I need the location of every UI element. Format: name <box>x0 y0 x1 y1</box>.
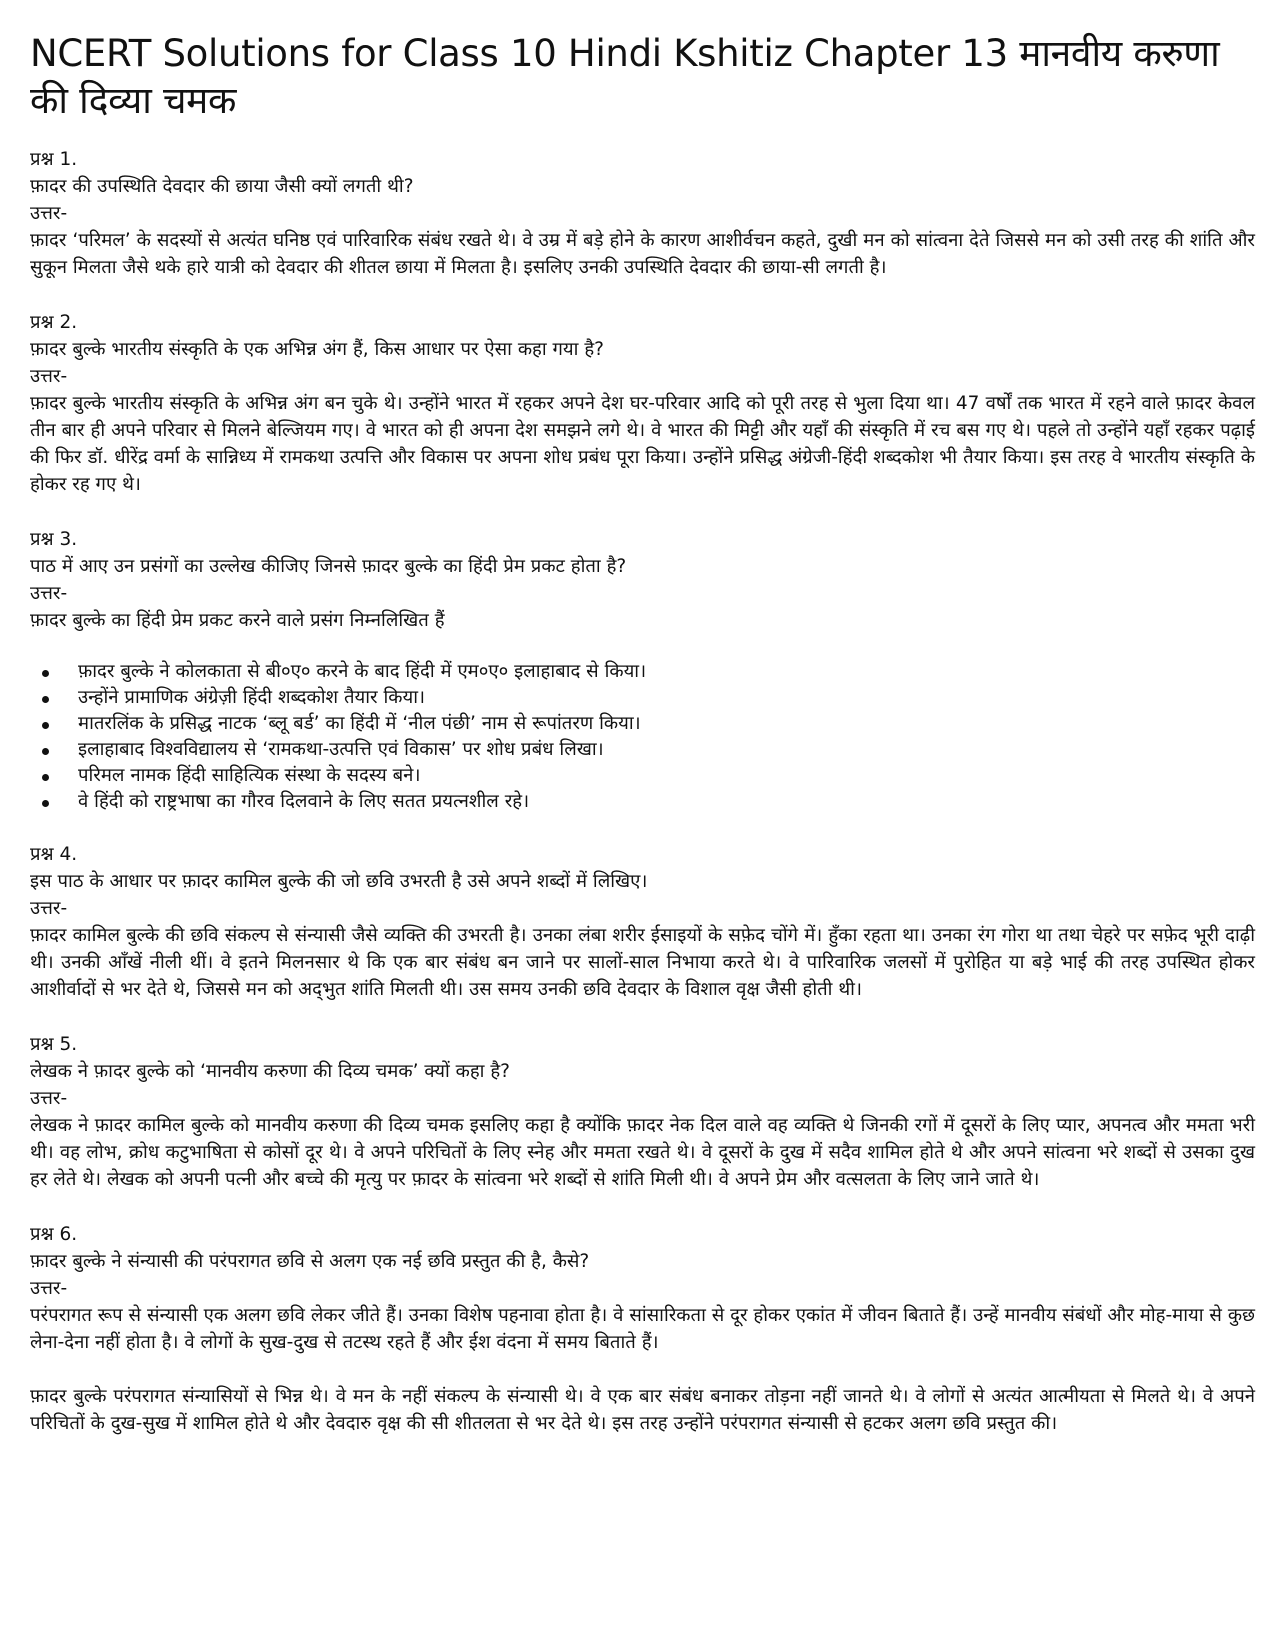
bullet-icon <box>42 670 49 677</box>
list-item: इलाहाबाद विश्वविद्यालय से ‘रामकथा-उत्पत्ति एवं विकास’ पर शोध प्रबंध लिखा। <box>30 737 1255 763</box>
question-text: इस पाठ के आधार पर फ़ादर कामिल बुल्के की जो छवि उभरती है उसे अपने शब्दों में लिखिए। <box>30 871 648 892</box>
question-text: फ़ादर की उपस्थिति देवदार की छाया जैसी क्यों लगती थी? <box>30 176 414 197</box>
list-item: उन्होंने प्रामाणिक अंग्रेज़ी हिंदी शब्दकोश तैयार किया। <box>30 685 1255 711</box>
answer-label: उत्तर- <box>30 898 68 919</box>
answer-label: उत्तर- <box>30 583 68 604</box>
question-label: प्रश्न 6. <box>30 1224 78 1245</box>
answer-paragraph: फ़ादर बुल्के भारतीय संस्कृति के अभिन्न अंग बन चुके थे। उन्होंने भारत में रहकर अपने देश घर-परिवार आदि को पूरी तरह से भुला दिया था। 47 वर्षों तक भारत में रहने वाले फ़ादर केवल तीन बार ही अपने परिवार से मिलने बेल्जियम गए। वे भारत को ही अपना देश समझने लगे थे। वे भारत की मिट्टी और यहाँ की संस्कृति में रच बस गए थे। पहले तो उन्होंने यहाँ रहकर पढ़ाई की फिर डॉ. धीरेंद्र वर्मा के सान्निध्य में रामकथा उत्पत्ति और विकास पर अपना शोध प्रबंध पूरा किया। उन्होंने प्रसिद्ध अंग्रेजी-हिंदी शब्दकोश भी तैयार किया। इस तरह वे भारतीय संस्कृति के होकर रह गए थे। <box>30 393 1255 495</box>
bullet-icon <box>42 748 49 755</box>
answer-paragraph: लेखक ने फ़ादर कामिल बुल्के को मानवीय करुणा की दिव्य चमक इसलिए कहा है क्योंकि फ़ादर नेक दिल वाले वह व्यक्ति थे जिनकी रगों में दूसरों के लिए प्यार, अपनत्व और ममता भरी थी। वह लोभ, क्रोध कटुभाषिता से कोसों दूर थे। वे अपने परिचितों के लिए स्नेह और ममता रखते थे। वे दूसरों के दुख में सदैव शामिल होते थे और अपने सांत्वना भरे शब्दों से उसका दुख हर लेते थे। लेखक को अपनी पत्नी और बच्चे की मृत्यु पर फ़ादर के सांत्वना भरे शब्दों से शांति मिली थी। वे अपने प्रेम और वत्सलता के लिए जाने जाते थे। <box>30 1115 1255 1190</box>
bullet-icon <box>42 722 49 729</box>
bullet-icon <box>42 800 49 807</box>
question-label: प्रश्न 2. <box>30 312 78 333</box>
question-label: प्रश्न 5. <box>30 1034 78 1055</box>
question-text: फ़ादर बुल्के ने संन्यासी की परंपरागत छवि से अलग एक नई छवि प्रस्तुत की है, कैसे? <box>30 1251 590 1272</box>
question-block-4 <box>30 841 1255 1003</box>
question-label: प्रश्न 1. <box>30 149 78 170</box>
question-block-5 <box>30 1031 1255 1193</box>
question-text: पाठ में आए उन प्रसंगों का उल्लेख कीजिए जिनसे फ़ादर बुल्के का हिंदी प्रेम प्रकट होता है? <box>30 556 627 577</box>
question-label: प्रश्न 4. <box>30 844 78 865</box>
list-item: फ़ादर बुल्के ने कोलकाता से बी०ए० करने के बाद हिंदी में एम०ए० इलाहाबाद से किया। <box>30 659 1255 685</box>
question-block-1 <box>30 146 1255 281</box>
document-page <box>30 30 1255 1453</box>
bullet-icon <box>42 774 49 781</box>
answer-paragraph: फ़ादर बुल्के का हिंदी प्रेम प्रकट करने वाले प्रसंग निम्नलिखित हैं <box>30 610 445 631</box>
answer-label: उत्तर- <box>30 366 68 387</box>
answer-paragraph: फ़ादर ‘परिमल’ के सदस्यों से अत्यंत घनिष्ठ एवं पारिवारिक संबंध रखते थे। वे उम्र में बड़े होने के कारण आशीर्वचन कहते, दुखी मन को सांत्वना देते जिससे मन को उसी तरह की शांति और सुकून मिलता जैसे थके हारे यात्री को देवदार की शीतल छाया में मिलता है। इसलिए उनकी उपस्थिति देवदार की छाया-सी लगती है। <box>30 230 1255 278</box>
question-block-2 <box>30 309 1255 498</box>
bullet-icon <box>42 696 49 703</box>
list-item: वे हिंदी को राष्ट्रभाषा का गौरव दिलवाने के लिए सतत प्रयत्नशील रहे। <box>30 789 1255 815</box>
answer-label: उत्तर- <box>30 1278 68 1299</box>
answer-points-list <box>30 659 1255 815</box>
question-block-6 <box>30 1221 1255 1437</box>
question-label: प्रश्न 3. <box>30 529 78 550</box>
answer-label: उत्तर- <box>30 1088 68 1109</box>
question-block-3 <box>30 526 1255 815</box>
question-text: लेखक ने फ़ादर बुल्के को ‘मानवीय करुणा की दिव्य चमक’ क्यों कहा है? <box>30 1061 510 1082</box>
page-title: NCERT Solutions for Class 10 Hindi Kshitiz Chapter 13 मानवीय करुणा की दिव्या चमक <box>30 32 1220 122</box>
answer-label: उत्तर- <box>30 203 68 224</box>
question-text: फ़ादर बुल्के भारतीय संस्कृति के एक अभिन्न अंग हैं, किस आधार पर ऐसा कहा गया है? <box>30 339 604 360</box>
answer-paragraph: फ़ादर बुल्के परंपरागत संन्यासियों से भिन्न थे। वे मन के नहीं संकल्प के संन्यासी थे। वे एक बार संबंध बनाकर तोड़ना नहीं जानते थे। वे लोगों से अत्यंत आत्मीयता से मिलते थे। वे अपने परिचितों के दुख-सुख में शामिल होते थे और देवदारु वृक्ष की सी शीतलता से भर देते थे। इस तरह उन्होंने परंपरागत संन्यासी से हटकर अलग छवि प्रस्तुत की। <box>30 1386 1255 1434</box>
answer-paragraph: फ़ादर कामिल बुल्के की छवि संकल्प से संन्यासी जैसे व्यक्ति की उभरती है। उनका लंबा शरीर ईसाइयों के सफ़ेद चोंगे में। हुँका रहता था। उनका रंग गोरा था तथा चेहरे पर सफ़ेद भूरी दाढ़ी थी। उनकी आँखें नीली थीं। वे इतने मिलनसार थे कि एक बार संबंध बन जाने पर सालों-साल निभाया करते थे। वे पारिवारिक जलसों में पुरोहित या बड़े भाई की तरह उपस्थित होकर आशीर्वादों से भर देते थे, जिससे मन को अद्‌भुत शांति मिलती थी। उस समय उनकी छवि देवदार के विशाल वृक्ष जैसी होती थी। <box>30 925 1255 1000</box>
list-item: मातरलिंक के प्रसिद्ध नाटक ‘ब्लू बर्ड’ का हिंदी में ‘नील पंछी’ नाम से रूपांतरण किया। <box>30 711 1255 737</box>
answer-paragraph: परंपरागत रूप से संन्यासी एक अलग छवि लेकर जीते हैं। उनका विशेष पहनावा होता है। वे सांसारिकता से दूर होकर एकांत में जीवन बिताते हैं। उन्हें मानवीय संबंधों और मोह-माया से कुछ लेना-देना नहीं होता है। वे लोगों के सुख-दुख से तटस्थ रहते हैं और ईश वंदना में समय बिताते हैं। <box>30 1305 1255 1353</box>
list-item: परिमल नामक हिंदी साहित्यिक संस्था के सदस्य बने। <box>30 763 1255 789</box>
